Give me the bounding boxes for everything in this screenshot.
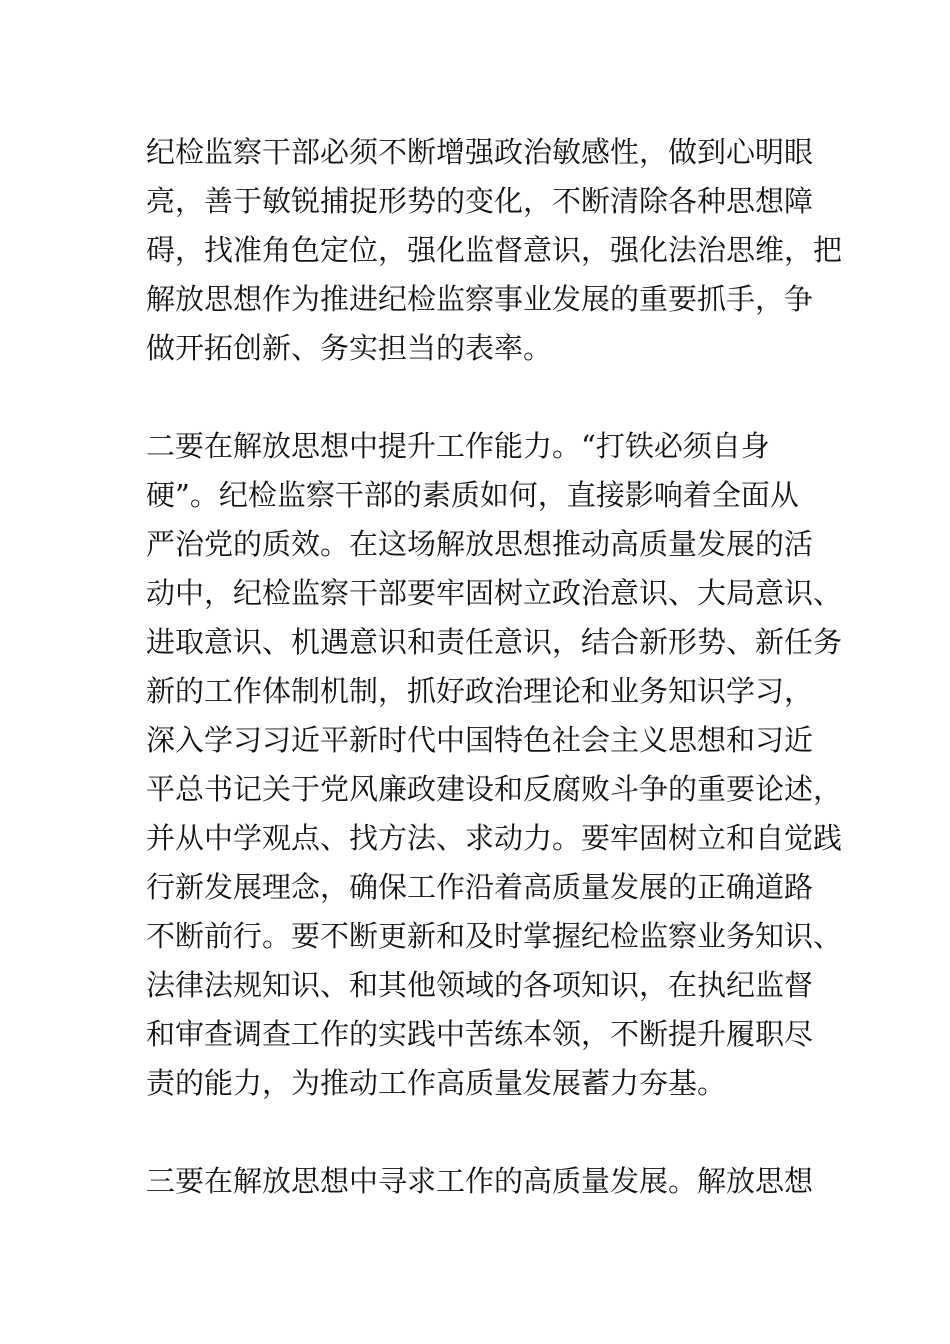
paragraph-2	[146, 422, 843, 1108]
text-line: 碍，找准角色定位，强化监督意识，强化法治思维，把	[146, 233, 843, 267]
text-line: 解放思想作为推进纪检监察事业发展的重要抓手，争	[146, 282, 814, 316]
text-line: 进取意识、机遇意识和责任意识，结合新形势、新任务	[146, 625, 843, 659]
text-line: 法律法规知识、和其他领域的各项知识，在执纪监督	[146, 968, 814, 1002]
paragraph-3	[146, 1157, 818, 1206]
text-line: 纪检监察干部必须不断增强政治敏感性，做到心明眼	[146, 135, 814, 169]
text-line: 做开拓创新、务实担当的表率。	[146, 331, 553, 365]
paragraph-1	[146, 128, 843, 373]
text-line: 硬”。纪检监察干部的素质如何，直接影响着全面从	[146, 478, 799, 512]
text-line: 并从中学观点、找方法、求动力。要牢固树立和自觉践	[146, 821, 843, 855]
text-line: 三要在解放思想中寻求工作的高质量发展。解放思想	[146, 1164, 814, 1198]
paragraph-gap	[146, 1108, 818, 1157]
text-line: 行新发展理念，确保工作沿着高质量发展的正确道路	[146, 870, 814, 904]
text-line: 动中，纪检监察干部要牢固树立政治意识、大局意识、	[146, 576, 843, 610]
paragraph-gap	[146, 373, 818, 422]
text-line: 亮，善于敏锐捕捉形势的变化，不断清除各种思想障	[146, 184, 814, 218]
text-line: 二要在解放思想中提升工作能力。“打铁必须自身	[146, 429, 770, 463]
text-line: 平总书记关于党风廉政建设和反腐败斗争的重要论述，	[146, 772, 843, 806]
document-body	[146, 128, 843, 1206]
text-line: 新的工作体制机制，抓好政治理论和业务知识学习，	[146, 674, 814, 708]
text-line: 严治党的质效。在这场解放思想推动高质量发展的活	[146, 527, 814, 561]
text-line: 深入学习习近平新时代中国特色社会主义思想和习近	[146, 723, 814, 757]
text-line: 不断前行。要不断更新和及时掌握纪检监察业务知识、	[146, 919, 843, 953]
text-line: 和审查调查工作的实践中苦练本领，不断提升履职尽	[146, 1017, 814, 1051]
text-line: 责的能力，为推动工作高质量发展蓄力夯基。	[146, 1066, 727, 1100]
